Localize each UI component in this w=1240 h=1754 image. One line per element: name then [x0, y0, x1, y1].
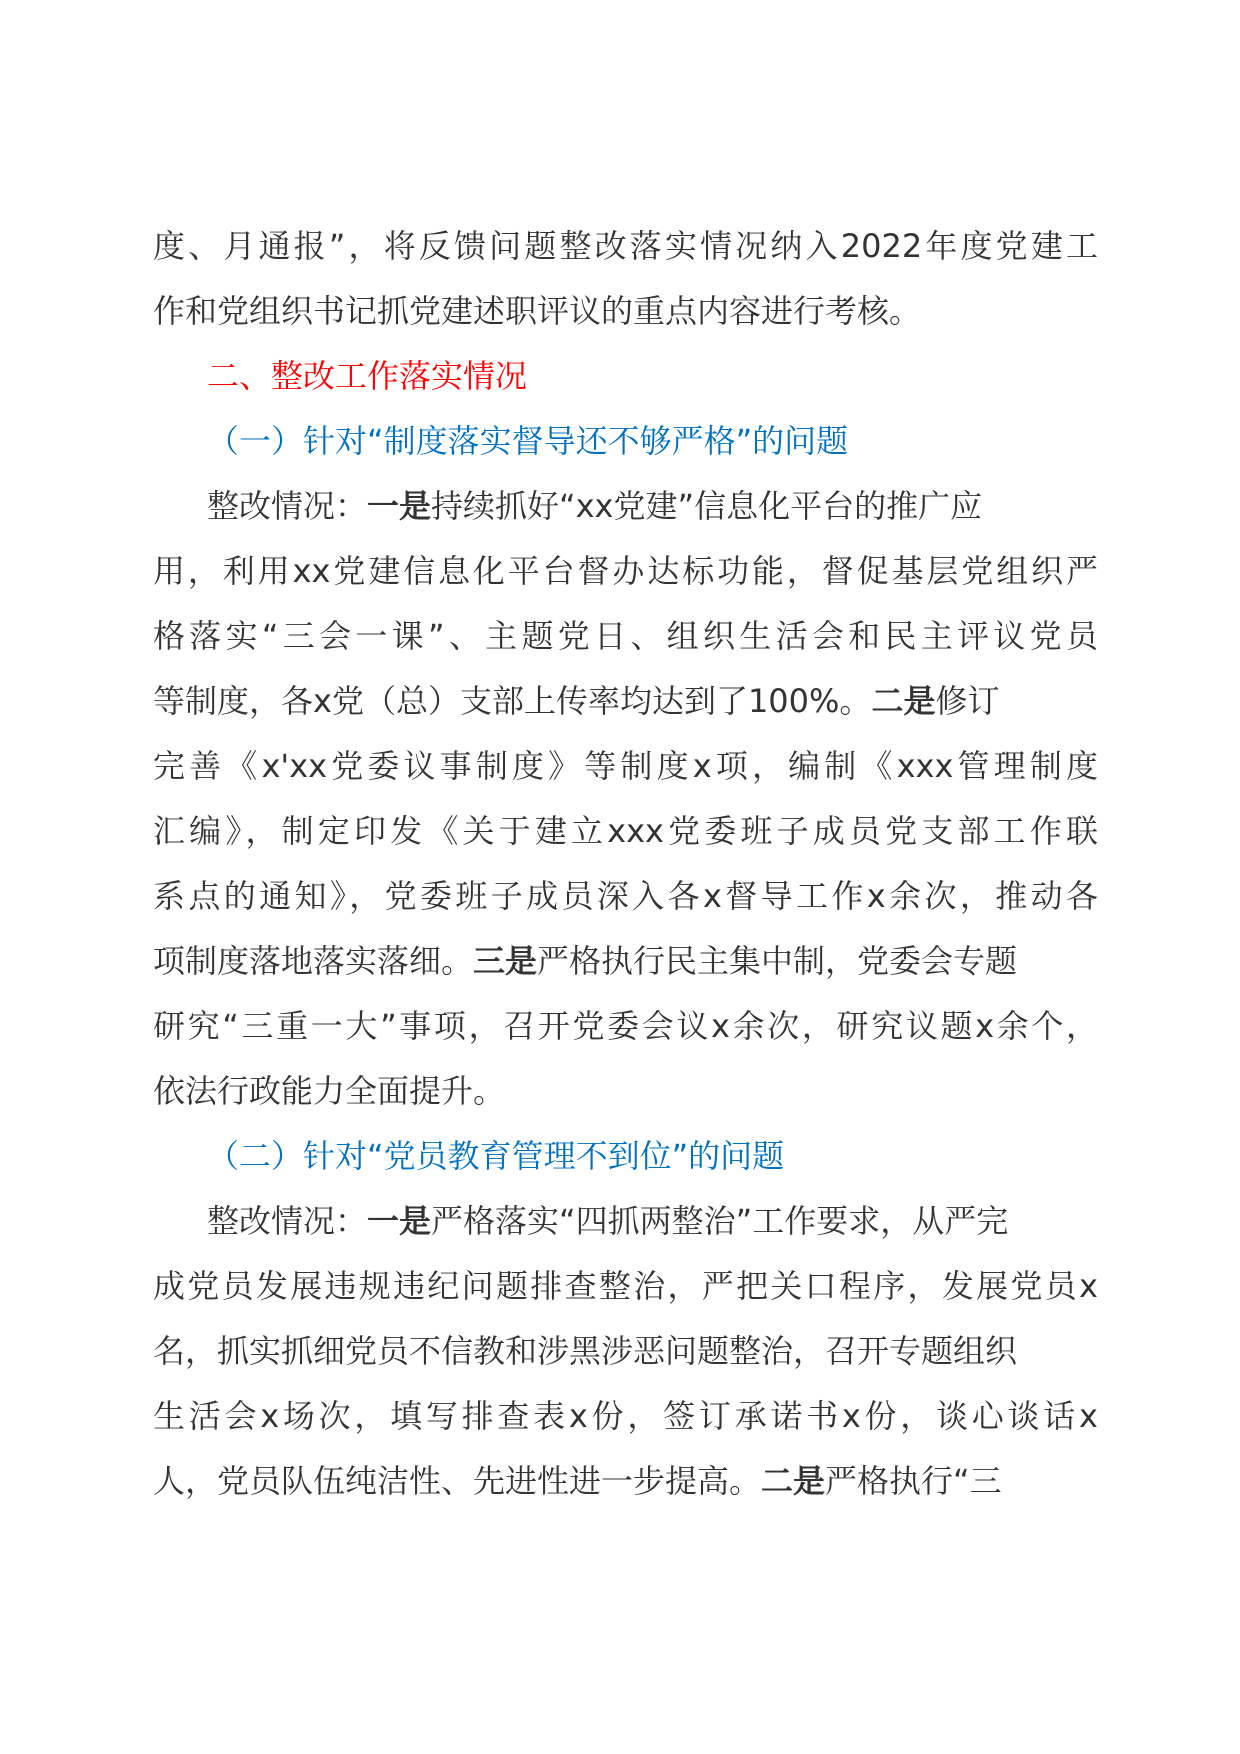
paragraph-line: 名，抓实抓细党员不信教和涉黑涉恶问题整治，召开专题组织 — [153, 1332, 1018, 1370]
line-text: 修订 — [935, 682, 1000, 720]
line-text: 严格执行“三 — [825, 1462, 1002, 1500]
document-body — [153, 214, 1098, 1514]
paragraph-line: 依法行政能力全面提升。 — [153, 1072, 506, 1110]
paragraph-line: 格落实“三会一课”、主题党日、组织生活会和民主评议党员 — [153, 617, 1098, 655]
paragraph-line: 完善《x'xx党委议事制度》等制度x项，编制《xxx管理制度 — [153, 747, 1098, 785]
section-heading: 二、整改工作落实情况 — [207, 357, 528, 395]
point-marker: 二是 — [871, 682, 936, 720]
line-text: 人，党员队伍纯洁性、先进性进一步提高。 — [153, 1462, 762, 1500]
paragraph-line: 度、月通报”，将反馈问题整改落实情况纳入2022年度党建工 — [153, 227, 1098, 265]
paragraph-line: 生活会x场次，填写排查表x份，签订承诺书x份，谈心谈话x — [153, 1397, 1098, 1435]
rectification-label: 整改情况： — [207, 487, 368, 525]
paragraph-line — [153, 474, 1098, 539]
paragraph-line — [153, 1189, 1098, 1254]
point-marker: 三是 — [473, 942, 538, 980]
paragraph-line — [153, 669, 1098, 734]
paragraph-line: 汇编》，制定印发《关于建立xxx党委班子成员党支部工作联 — [153, 812, 1098, 850]
line-text: 等制度，各x党（总）支部上传率均达到了100%。 — [153, 682, 872, 720]
rectification-label: 整改情况： — [207, 1202, 368, 1240]
paragraph-line: 研究“三重一大”事项，召开党委会议x余次，研究议题x余个， — [153, 1007, 1098, 1045]
line-text: 持续抓好“xx党建”信息化平台的推广应 — [431, 487, 983, 525]
line-text: 严格执行民主集中制，党委会专题 — [537, 942, 1018, 980]
paragraph-line — [153, 1449, 1098, 1514]
paragraph-line: 用，利用xx党建信息化平台督办达标功能，督促基层党组织严 — [153, 552, 1098, 590]
paragraph-line: 成党员发展违规违纪问题排查整治，严把关口程序，发展党员x — [153, 1267, 1098, 1305]
point-marker: 一是 — [367, 1202, 432, 1240]
line-text: 项制度落地落实落细。 — [153, 942, 474, 980]
line-text: 严格落实“四抓两整治”工作要求，从严完 — [431, 1202, 1009, 1240]
point-marker: 二是 — [761, 1462, 826, 1500]
point-marker: 一是 — [367, 487, 432, 525]
sub-heading-1: （一）针对“制度落实督导还不够严格”的问题 — [207, 422, 849, 460]
paragraph-line: 系点的通知》，党委班子成员深入各x督导工作x余次，推动各 — [153, 877, 1098, 915]
sub-heading-2: （二）针对“党员教育管理不到位”的问题 — [207, 1137, 785, 1175]
paragraph-line: 作和党组织书记抓党建述职评议的重点内容进行考核。 — [153, 292, 922, 330]
paragraph-line — [153, 929, 1098, 994]
